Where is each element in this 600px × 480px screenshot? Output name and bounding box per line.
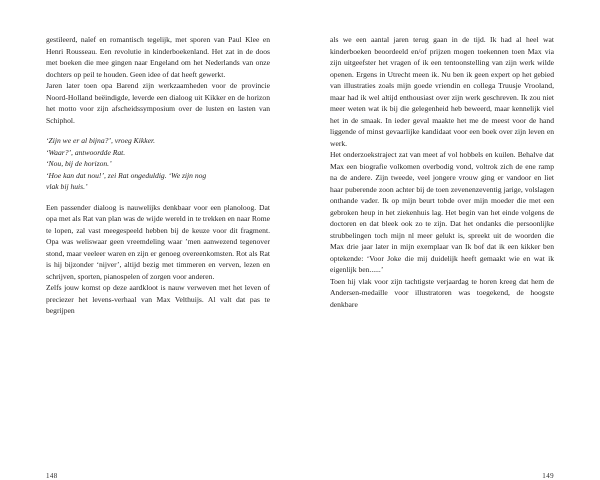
paragraph: Toen hij vlak voor zijn tachtigste verjaardag te horen kreeg dat hem de Andersen-medaille voor illustratoren was toegekend, de hoogste denkbare bbox=[330, 276, 554, 309]
verse-line: ‘Zijn we er al bijna?’, vroeg Kikker. bbox=[46, 136, 155, 145]
left-page bbox=[0, 34, 300, 480]
verse-line: ‘Waar?’, antwoordde Rat. bbox=[46, 147, 126, 157]
paragraph: als we een aantal jaren terug gaan in de tijd. Ik had al heel wat kinderboeken beoordeeld en/of prijzen mogen toekennen toen Max via zijn uitgeefster het vragen of ik een tentoonstelling van zijn werk wilde openen. Ergens in Utrecht meen ik. Nu ben ik geen expert op het gebied van illustraties zoals mijn goede vriendin en collega Truusje Vrooland, maar had ik wel altijd enthousiast over zijn werk geschreven. Ik zou niet meer weten wat ik bij die gelegenheid heb beweerd, maar kennelijk viel het in de smaak. In ieder geval maakte het me de meest voor de hand liggende of minst gevaarlijke kandidaat voor een boek over zijn leven en werk. bbox=[330, 35, 554, 148]
verse-line: ‘Nou, bij de horizon.’ bbox=[46, 159, 112, 168]
paragraph: Een passender dialoog is nauwelijks denkbaar voor een planoloog. Dat opa met als Rat van plan was de wijde wereld in te trekken en naar Rome te lopen, zal vast meegespeeld hebben bij de keuze voor dit fragment. Opa was weliswaar geen vreemdeling waar ’men aanwezend tegenover stond, maar veeleer waren en zijn er genoeg overeenkomsten. Rot als Rat is hij bijzonder ‘nijver’, altijd bezig met timmeren en verven, lezen en schrijven, sporten, pianospelen of zorgen voor anderen. bbox=[46, 202, 270, 281]
right-page-text-column bbox=[330, 34, 554, 310]
page-number-right: 149 bbox=[542, 472, 554, 480]
page-number-left: 148 bbox=[46, 472, 58, 480]
paragraph: Het onderzoekstraject zat van meet af vol hobbels en kuilen. Behalve dat Max een biografie volkomen overbodig vond, voltrok zich de ene ramp na de andere. Zijn tweede, veel jongere vrouw ging er vandoor en liet haar puberende zoon achter bij de toen zevenenzeventig jarige, volslagen onthande vader. Ik op mijn beurt tobde over mijn moeder die met een gebroken heup in het ziekenhuis lag. Het begin van het einde volgens de doctoren en dat bleek ook zo te zijn. Dat het ondanks die persoonlijke strubbelingen toch mijn nl meer gelukt is, spreekt uit de woorden die Max drie jaar later in mijn exemplaar van Ik bof dat ik een kikker ben optekende: ‘Voor Joke die mij duidelijk heeft gemaakt wie en wat ik eigenlijk ben......’ bbox=[330, 150, 554, 274]
paragraph: Zelfs jouw komst op deze aardkloot is nauw verweven met het leven of preciezer het levens-verhaal van Max Velthuijs. Al valt dat pas te begrijpen bbox=[46, 283, 270, 315]
verse-block bbox=[46, 135, 270, 193]
verse-line: ‘Hoe kan dat nou!’, zei Rat ongeduldig. ‘We zijn nog bbox=[46, 170, 207, 180]
verse-line: vlak bij huis.’ bbox=[46, 182, 88, 191]
paragraph: gestileerd, naïef en romantisch tegelijk, met sporen van Paul Klee en Henri Rousseau. Een revolutie in kinderboekenland. Het zat in de doos met boeken die mee gingen naar Engeland om het Nederlands van onze dochters op peil te houden. Geen idee of dat heeft gewerkt. bbox=[46, 35, 270, 79]
left-page-text-column bbox=[46, 34, 270, 317]
right-page bbox=[300, 34, 600, 480]
paragraph: Jaren later toen opa Barend zijn werkzaamheden voor de provincie Noord-Holland beëindigde, leverde een dialoog uit Kikker en de horizon het motto voor zijn afscheidssymposium over de lusten en lasten van Schiphol. bbox=[46, 81, 270, 125]
